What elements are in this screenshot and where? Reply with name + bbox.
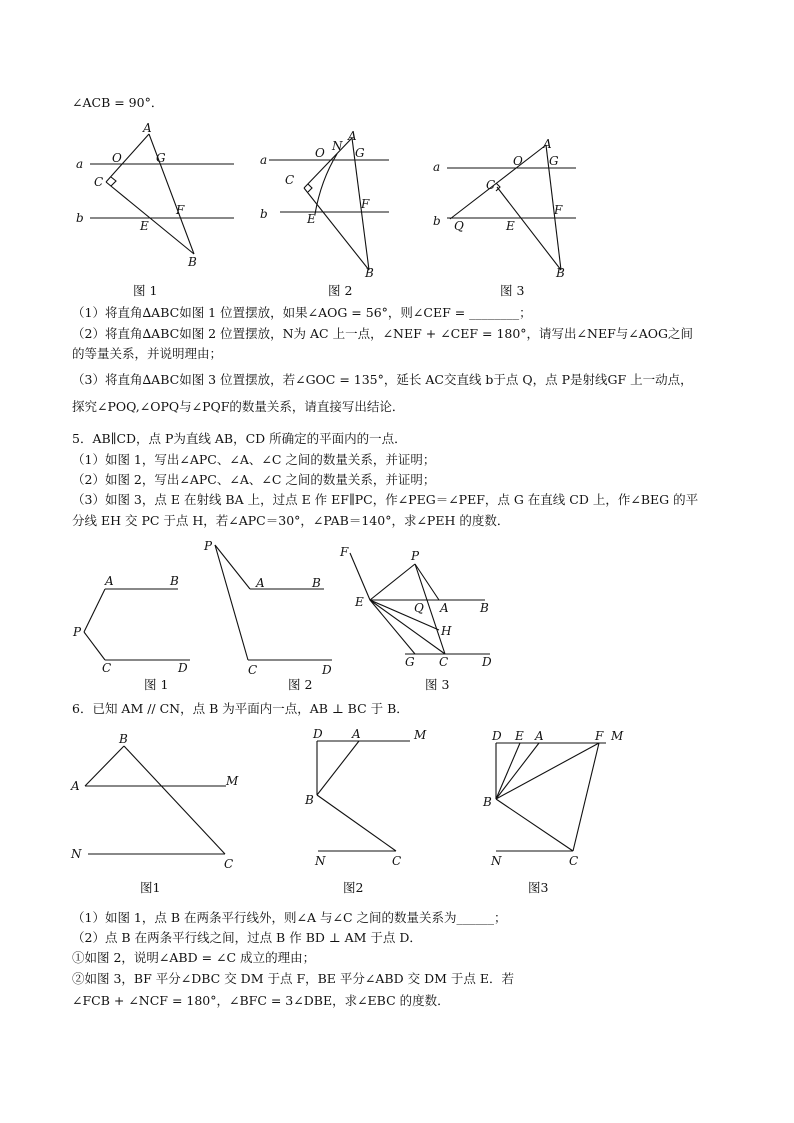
p6-fig3-caption: 图3 — [528, 880, 549, 895]
label-M: M — [414, 728, 427, 742]
label-A: A — [256, 576, 265, 590]
label-C: C — [248, 663, 258, 677]
label-O: O — [513, 154, 523, 168]
figure-segment — [496, 799, 573, 851]
figure-segment — [415, 564, 439, 600]
p6-figure-3 — [483, 725, 633, 870]
p4-question-3b: 探究∠POQ,∠OPQ与∠PQF的数量关系，请直接写出结论． — [72, 399, 405, 414]
label-a: a — [260, 153, 268, 167]
label-C: C — [569, 854, 579, 868]
figure-mark — [315, 154, 337, 214]
label-B: B — [483, 795, 492, 809]
label-B: B — [119, 732, 128, 746]
figure-segment — [215, 545, 248, 660]
label-D: D — [322, 663, 332, 677]
label-N: N — [315, 854, 326, 868]
label-O: O — [112, 151, 122, 165]
label-E: E — [506, 219, 515, 233]
figure-segment — [496, 743, 520, 799]
p5-question-3b: 分线 EH 交 PC 于点 H，若∠APC＝30°，∠PAB＝140°，求∠PEH 的度数． — [72, 513, 510, 528]
p5-figure-1 — [70, 570, 195, 675]
figure-segment — [317, 795, 396, 851]
label-M: M — [611, 729, 624, 743]
figure-segment — [304, 188, 369, 270]
figure-segment — [84, 589, 105, 632]
label-F: F — [340, 545, 349, 559]
label-G: G — [405, 655, 415, 669]
label-C: C — [486, 178, 496, 192]
p6-fig2-caption: 图2 — [343, 880, 364, 895]
label-N: N — [332, 139, 343, 153]
figure-segment — [124, 746, 225, 854]
p4-fig2-caption: 图 2 — [328, 283, 353, 298]
p5-figure-2 — [200, 535, 335, 675]
label-E: E — [515, 729, 524, 743]
label-C: C — [224, 857, 234, 871]
label-b: b — [433, 214, 441, 228]
label-B: B — [312, 576, 321, 590]
label-B: B — [305, 793, 314, 807]
p6-figure-2 — [300, 725, 435, 870]
label-A: A — [440, 601, 449, 615]
label-E: E — [355, 595, 364, 609]
figure-segment — [215, 545, 250, 589]
label-G: G — [355, 146, 365, 160]
p4-fig1-caption: 图 1 — [133, 283, 158, 298]
label-C: C — [392, 854, 402, 868]
p6-question-2: （2）点 B 在两条平行线之间，过点 B 作 BD ⊥ AM 于点 D． — [72, 930, 422, 945]
figure-segment — [304, 138, 352, 188]
label-O: O — [315, 146, 325, 160]
label-M: M — [226, 774, 239, 788]
p6-question-2-1: ①如图 2，说明∠ABD = ∠C 成立的理由； — [72, 950, 316, 965]
p5-question-2: （2）如图 2，写出∠APC、∠A、∠C 之间的数量关系，并证明； — [72, 472, 436, 487]
label-P: P — [411, 549, 420, 563]
label-G: G — [156, 151, 166, 165]
label-C: C — [94, 175, 104, 189]
figure-segment — [496, 743, 539, 799]
p5-stem: 5．AB∥CD，点 P为直线 AB，CD 所确定的平面内的一点． — [72, 431, 407, 446]
label-F: F — [595, 729, 604, 743]
figure-segment — [496, 743, 599, 799]
p5-question-1: （1）如图 1，写出∠APC、∠A、∠C 之间的数量关系，并证明； — [72, 452, 436, 467]
p6-question-1: （1）如图 1，点 B 在两条平行线外，则∠A 与∠C 之间的数量关系为______； — [72, 910, 507, 925]
label-a: a — [76, 157, 84, 171]
label-B: B — [556, 266, 565, 280]
label-C: C — [439, 655, 449, 669]
label-B: B — [188, 255, 197, 269]
label-D: D — [492, 729, 502, 743]
figure-segment — [85, 746, 124, 786]
label-a: a — [433, 160, 441, 174]
p5-figure-3 — [335, 540, 500, 675]
label-A: A — [352, 727, 361, 741]
label-D: D — [313, 727, 323, 741]
label-A: A — [535, 729, 544, 743]
label-H: H — [441, 624, 452, 638]
p4-question-2a: （2）将直角∆ABC如图 2 位置摆放，N为 AC 上一点，∠NEF + ∠CEF = 180°，请写出∠NEF与∠AOG之间 — [72, 326, 694, 341]
label-C: C — [102, 661, 112, 675]
label-N: N — [491, 854, 502, 868]
figure-segment — [84, 632, 105, 660]
label-P: P — [73, 625, 82, 639]
label-F: F — [554, 203, 563, 217]
figure-segment — [317, 741, 359, 795]
figure-segment — [370, 564, 415, 600]
p4-figure-2 — [255, 130, 395, 280]
label-B: B — [480, 601, 489, 615]
p6-stem: 6．已知 AM // CN，点 B 为平面内一点，AB ⊥ BC 于 B． — [72, 701, 409, 716]
label-N: N — [71, 847, 82, 861]
label-A: A — [143, 121, 152, 135]
p4-figure-3 — [430, 135, 580, 280]
p5-question-3a: （3）如图 3，点 E 在射线 BA 上，过点 E 作 EF∥PC，作∠PEG＝∠PEF，点 G 在直线 CD 上，作∠BEG 的平 — [72, 492, 699, 507]
label-E: E — [140, 219, 149, 233]
p4-question-1: （1）将直角∆ABC如图 1 位置摆放，如果∠AOG = 56°，则∠CEF = ________； — [72, 305, 532, 320]
figure-segment — [350, 553, 370, 600]
label-A: A — [105, 574, 114, 588]
label-C: C — [285, 173, 295, 187]
p6-question-2-2b: ∠FCB + ∠NCF = 180°，∠BFC = 3∠DBE，求∠EBC 的度数． — [72, 993, 450, 1008]
p5-fig2-caption: 图 2 — [288, 677, 313, 692]
label-b: b — [76, 211, 84, 225]
label-b: b — [260, 207, 268, 221]
p5-fig3-caption: 图 3 — [425, 677, 450, 692]
label-F: F — [176, 203, 185, 217]
p6-figure-1 — [68, 730, 243, 875]
label-E: E — [307, 212, 316, 226]
figure-mark — [111, 177, 116, 186]
label-B: B — [365, 266, 374, 280]
label-G: G — [549, 154, 559, 168]
problem-4-tail: ∠ACB = 90°． — [72, 95, 164, 110]
label-A: A — [543, 137, 552, 151]
p4-question-2b: 的等量关系，并说明理由； — [72, 346, 223, 361]
label-D: D — [178, 661, 188, 675]
figure-segment — [573, 743, 599, 851]
label-A: A — [71, 779, 80, 793]
p5-fig1-caption: 图 1 — [144, 677, 169, 692]
figure-mark — [308, 184, 312, 192]
label-P: P — [204, 539, 213, 553]
label-B: B — [170, 574, 179, 588]
p4-question-3a: （3）将直角∆ABC如图 3 位置摆放，若∠GOC = 135°，延长 AC交直线 b于点 Q，点 P是射线GF 上一动点， — [72, 372, 693, 387]
label-D: D — [482, 655, 492, 669]
p6-fig1-caption: 图1 — [140, 880, 161, 895]
p6-question-2-2a: ②如图 3，BF 平分∠DBC 交 DM 于点 F，BE 平分∠ABD 交 DM 于点 E．若 — [72, 971, 514, 986]
label-A: A — [348, 129, 357, 143]
label-Q: Q — [454, 219, 464, 233]
figure-segment — [450, 145, 546, 219]
label-Q: Q — [414, 601, 424, 615]
figure-segment — [370, 600, 445, 654]
p4-fig3-caption: 图 3 — [500, 283, 525, 298]
p4-figure-1 — [70, 120, 245, 269]
label-F: F — [361, 197, 370, 211]
